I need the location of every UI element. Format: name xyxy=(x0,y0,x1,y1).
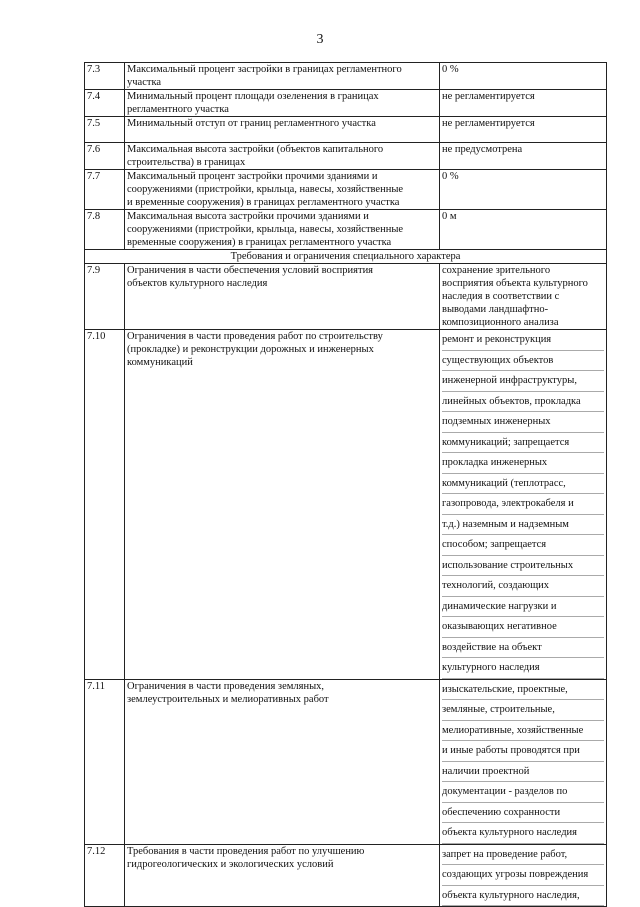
parameter-cell-line: землеустроительных и мелиоративных работ xyxy=(127,693,329,705)
value-cell xyxy=(440,63,607,90)
table-row xyxy=(85,143,607,170)
parameter-cell-line: Ограничения в части проведения земляных, xyxy=(127,680,324,692)
parameter-cell-line: (прокладке) и реконструкции дорожных и инженерных xyxy=(127,344,374,355)
value-cell-line: использование строительных xyxy=(442,556,604,577)
value-cell-line: т.д.) наземным и надземным xyxy=(442,515,604,536)
parameter-cell xyxy=(125,63,440,90)
value-cell xyxy=(440,679,607,844)
value-cell-line: технологий, создающих xyxy=(442,576,604,597)
value-cell-line: воздействие на объект xyxy=(442,638,604,659)
row-number: 7.12 xyxy=(85,844,125,907)
value-cell-line: наличии проектной xyxy=(442,762,604,783)
parameter-cell-line: коммуникаций xyxy=(127,357,193,368)
parameter-cell-line: регламентного участка xyxy=(127,104,229,115)
parameter-cell-line: гидрогеологических и экологических условий xyxy=(127,858,334,870)
section-heading-row xyxy=(85,250,607,264)
value-cell-line: 0 м xyxy=(442,211,457,222)
value-cell xyxy=(440,170,607,210)
value-cell-line: мелиоративные, хозяйственные xyxy=(442,721,604,742)
value-cell-line: земляные, строительные, xyxy=(442,700,604,721)
value-cell-line: изыскательские, проектные, xyxy=(442,680,604,701)
value-cell-line: динамические нагрузки и xyxy=(442,597,604,618)
parameter-cell-line: сооружениями (пристройки, крыльца, навесы, хозяйственные xyxy=(127,224,404,235)
table-row xyxy=(85,264,607,330)
parameter-cell-line: Максимальный процент застройки прочими зданиями и xyxy=(127,171,378,182)
parameter-cell-line: и временные сооружения) в границах регламентного участка xyxy=(127,197,400,208)
parameter-cell-line: Требования в части проведения работ по улучшению xyxy=(127,845,365,857)
parameter-cell xyxy=(125,143,440,170)
value-cell xyxy=(440,210,607,250)
value-cell-line: не регламентируется xyxy=(442,91,535,102)
value-cell-line: и иные работы проводятся при xyxy=(442,741,604,762)
parameter-cell-line: временные сооружения) в границах регламентного участка xyxy=(127,237,392,248)
value-cell-line: наследия в соответствии с xyxy=(442,291,560,302)
row-number: 7.8 xyxy=(85,210,125,250)
table-row xyxy=(85,63,607,90)
value-cell-line: восприятия объекта культурного xyxy=(442,278,588,289)
value-cell xyxy=(440,117,607,143)
value-cell-line: документации - разделов по xyxy=(442,782,604,803)
value-cell xyxy=(440,143,607,170)
value-cell-line: подземных инженерных xyxy=(442,412,604,433)
parameter-cell xyxy=(125,679,440,844)
value-cell-line: создающих угрозы повреждения xyxy=(442,865,604,886)
value-cell-line: коммуникаций; запрещается xyxy=(442,433,604,454)
row-number: 7.10 xyxy=(85,330,125,680)
parameter-cell-line: Максимальный процент застройки в границах регламентного xyxy=(127,64,402,75)
value-cell-line: культурного наследия xyxy=(442,658,604,679)
table-row xyxy=(85,210,607,250)
value-cell-line: объекта культурного наследия, xyxy=(442,886,604,907)
value-cell-line: не предусмотрена xyxy=(442,144,523,155)
section-heading: Требования и ограничения специального характера xyxy=(85,250,607,264)
parameter-cell-line: Ограничения в части обеспечения условий восприятия xyxy=(127,265,374,276)
parameter-cell-line: объектов культурного наследия xyxy=(127,278,268,289)
regulations-table xyxy=(84,62,607,907)
table-row xyxy=(85,90,607,117)
parameter-cell-line: участка xyxy=(127,77,162,88)
value-cell-line: оказывающих негативное xyxy=(442,617,604,638)
row-number: 7.3 xyxy=(85,63,125,90)
value-cell-line: газопровода, электрокабеля и xyxy=(442,494,604,515)
value-cell xyxy=(440,90,607,117)
parameter-cell xyxy=(125,210,440,250)
value-cell-line: способом; запрещается xyxy=(442,535,604,556)
value-cell-line: сохранение зрительного xyxy=(442,265,551,276)
parameter-cell xyxy=(125,117,440,143)
value-cell-line: 0 % xyxy=(442,64,459,75)
value-cell-line: инженерной инфраструктуры, xyxy=(442,371,604,392)
value-cell-line: 0 % xyxy=(442,171,459,182)
row-number: 7.11 xyxy=(85,679,125,844)
value-cell-line: линейных объектов, прокладка xyxy=(442,392,604,413)
table-row xyxy=(85,170,607,210)
value-cell-line: выводами ландшафтно- xyxy=(442,304,549,315)
parameter-cell xyxy=(125,264,440,330)
parameter-cell xyxy=(125,90,440,117)
parameter-cell-line: Максимальная высота застройки (объектов капитального xyxy=(127,144,384,155)
value-cell-line: запрет на проведение работ, xyxy=(442,845,604,866)
row-number: 7.5 xyxy=(85,117,125,143)
parameter-cell xyxy=(125,330,440,680)
table-row xyxy=(85,117,607,143)
value-cell xyxy=(440,330,607,680)
value-cell-line: не регламентируется xyxy=(442,118,535,129)
value-cell-line: обеспечению сохранности xyxy=(442,803,604,824)
value-cell-line: коммуникаций (теплотрасс, xyxy=(442,474,604,495)
parameter-cell-line: Минимальный отступ от границ регламентного участка xyxy=(127,118,376,129)
parameter-cell-line: сооружениями (пристройки, крыльца, навесы, хозяйственные xyxy=(127,184,404,195)
parameter-cell xyxy=(125,170,440,210)
value-cell-line: существующих объектов xyxy=(442,351,604,372)
parameter-cell xyxy=(125,844,440,907)
table-row xyxy=(85,330,607,680)
parameter-cell-line: строительства) в границах xyxy=(127,157,246,168)
row-number: 7.7 xyxy=(85,170,125,210)
row-number: 7.6 xyxy=(85,143,125,170)
value-cell-line: прокладка инженерных xyxy=(442,453,604,474)
regulations-table-body xyxy=(85,63,607,907)
value-cell xyxy=(440,264,607,330)
value-cell xyxy=(440,844,607,907)
row-number: 7.9 xyxy=(85,264,125,330)
parameter-cell-line: Максимальная высота застройки прочими зданиями и xyxy=(127,211,369,222)
table-row xyxy=(85,679,607,844)
page-number: 3 xyxy=(316,32,324,47)
parameter-cell-line: Ограничения в части проведения работ по строительству xyxy=(127,331,383,342)
table-row xyxy=(85,844,607,907)
value-cell-line: ремонт и реконструкция xyxy=(442,330,604,351)
value-cell-line: композиционного анализа xyxy=(442,317,559,328)
parameter-cell-line: Минимальный процент площади озеленения в границах xyxy=(127,91,379,102)
value-cell-line: объекта культурного наследия xyxy=(442,823,604,844)
row-number: 7.4 xyxy=(85,90,125,117)
